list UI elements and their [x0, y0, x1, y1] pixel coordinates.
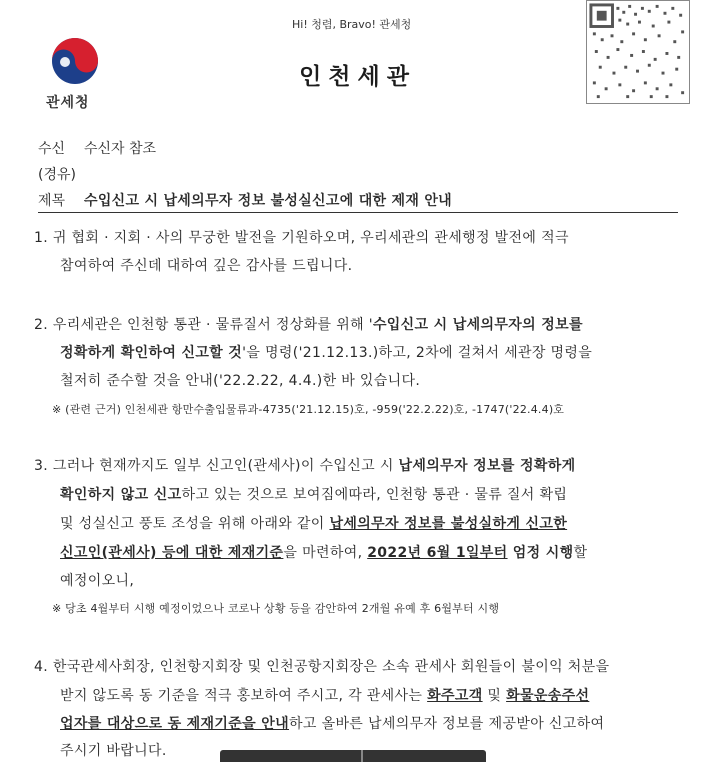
p3-line1: [34, 455, 575, 475]
p4-line1: 4. 한국관세사회장, 인천항지회장 및 인천공항지회장은 소속 관세사 회원들이 불이익 처분을: [34, 659, 610, 675]
slogan: Hi! 청렴, Bravo! 관세청: [292, 18, 412, 31]
p2-line2: [60, 342, 592, 362]
p3-line4-text: 을 마련하여,: [283, 545, 368, 561]
p2-line2-text: '을 명령('21.12.13.)하고, 2차에 걸쳐서 세관장 명령을: [242, 345, 593, 361]
p3-line1-bold: 납세의무자 정보를 정확하게: [398, 458, 576, 474]
customs-logo-icon: [50, 36, 100, 86]
p3-line5: 예정이오니,: [60, 573, 135, 589]
p4-line4: 주시기 바랍니다.: [60, 743, 167, 759]
p4-line3-text: 하고 올바른 납세의무자 정보를 제공받아 신고하여: [289, 716, 605, 732]
recipient-row: [38, 138, 156, 158]
p4-line2-bold2: 화물운송주선: [506, 688, 590, 704]
p3-line3-text: 및 성실신고 풍토 조성을 위해 아래와 같이: [60, 516, 330, 532]
p4-line2: [60, 685, 589, 705]
subject-row: [38, 190, 452, 210]
p4-line2-bold1: 화주고객: [427, 688, 483, 704]
logo-text: 관세청: [46, 95, 90, 111]
p2-line1: [34, 314, 583, 334]
p3-line1-text: 3. 그러나 현재까지도 일부 신고인(관세사)이 수입신고 시: [34, 458, 399, 474]
p3-line2-text: 하고 있는 것으로 보여짐에따라, 인천항 통관 · 물류 질서 확립: [181, 487, 568, 503]
p4-line2-text: 받지 않도록 동 기준을 적극 홍보하여 주시고, 각 관세사는: [60, 688, 428, 704]
p3-line2: [60, 484, 567, 504]
p1-line2: 참여하여 주신데 대하여 깊은 감사를 드립니다.: [60, 258, 353, 274]
qr-code-icon: [586, 0, 690, 104]
table-divider: [361, 750, 363, 762]
p4-line3: [60, 713, 604, 733]
p4-line2-and: 및: [482, 688, 507, 704]
via-label: (경유): [38, 167, 76, 183]
org-title: 인천세관: [299, 64, 416, 90]
subject-label: 제목: [38, 193, 66, 209]
p1-line1: 1. 귀 협회 · 지회 · 사의 무궁한 발전을 기원하오며, 우리세관의 관세행정 발전에 적극: [34, 230, 569, 246]
recipient-label: 수신: [38, 141, 66, 157]
p3-note: ※ 당초 4월부터 시행 예정이었으나 코로나 상황 등을 감안하여 2개월 유예 후 6월부터 시행: [52, 602, 500, 615]
p3-line4-date: 2022년 6월 1일부터: [367, 545, 508, 561]
p3-line2-bold: 확인하지 않고 신고: [60, 487, 182, 503]
table-top-edge: [220, 750, 486, 762]
recipient-value: 수신자 참조: [84, 141, 157, 157]
p2-line3: 철저히 준수할 것을 안내('22.2.22, 4.4.)한 바 있습니다.: [60, 373, 421, 389]
p2-line1-bold: 수입신고 시 납세의무자의 정보를: [372, 317, 583, 333]
subject-divider: [38, 212, 678, 213]
p3-line4-enforce: 엄정 시행: [507, 545, 574, 561]
p3-line3: [60, 513, 567, 533]
p3-line4-bold-underlined: 신고인(관세사) 등에 대한 제재기준: [60, 545, 284, 561]
subject-value: 수입신고 시 납세의무자 정보 불성실신고에 대한 제재 안내: [84, 193, 452, 209]
p2-line1-text: 2. 우리세관은 인천항 통관 · 물류질서 정상화를 위해 ': [34, 317, 373, 333]
p2-note: ※ (관련 근거) 인천세관 항만수출입물류과-4735('21.12.15)호, -959('22.2.22)호, -1747('22.4.4)호: [52, 403, 565, 416]
p3-line3-bold-underlined: 납세의무자 정보를 불성실하게 신고한: [329, 516, 568, 532]
p3-line4: [60, 542, 587, 562]
p3-line4-end: 할: [573, 545, 588, 561]
p2-line2-bold: 정확하게 확인하여 신고할 것: [60, 345, 243, 361]
p4-line3-bold-underlined: 업자를 대상으로 동 제재기준을 안내: [60, 716, 290, 732]
